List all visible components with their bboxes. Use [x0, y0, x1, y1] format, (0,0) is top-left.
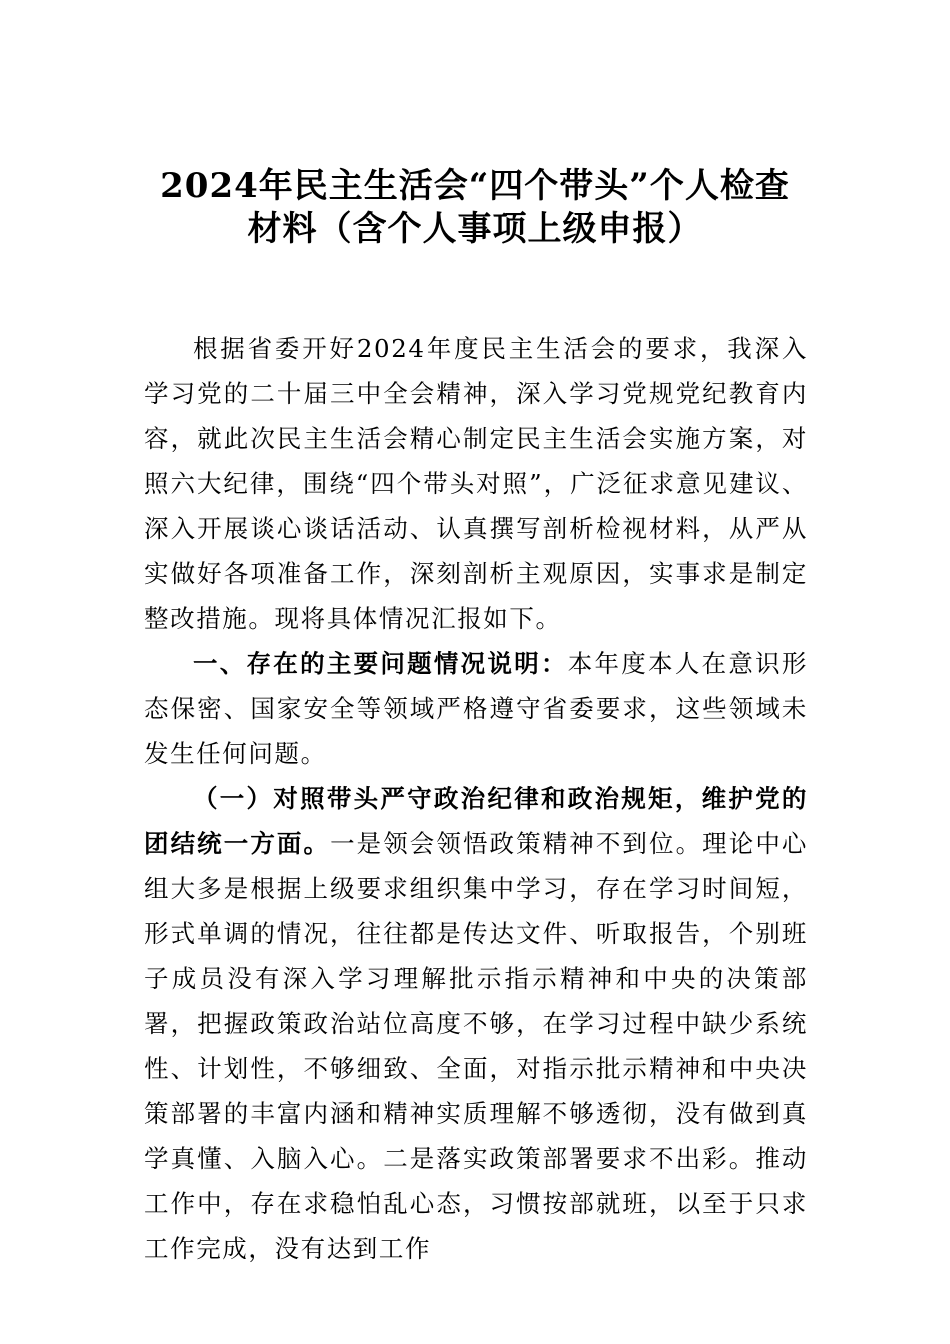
section-1-paragraph [144, 641, 808, 776]
section-1-heading: 一、存在的主要问题情况说明： [193, 649, 568, 678]
subsection-1-heading: （一）对照带头严守政治纪律和政治规矩，维护党的团结统一方面。 [144, 784, 808, 858]
document-title-line-2: 材料（含个人事项上级申报） [247, 209, 703, 249]
document-body [144, 326, 808, 1271]
subsection-1-text: 一是领会领悟政策精神不到位。理论中心组大多是根据上级要求组织集中学习，存在学习时间短，形式单调的情况，往往都是传达文件、听取报告，个别班子成员没有深入学习理解批示指示精神和中央的决策部署，把握政策政治站位高度不够，在学习过程中缺少系统性、计划性，不够细致、全面，对指示批示精神和中央决策部署的丰富内涵和精神实质理解不够透彻，没有做到真学真懂、入脑入心。二是落实政策部署要求不出彩。推动工作中，存在求稳怕乱心态，习惯按部就班，以至于只求工作完成，没有达到工作 [144, 829, 808, 1263]
section-1-text: 本年度本人在意识形态保密、国家安全等领域严格遵守省委要求，这些领域未发生任何问题。 [144, 649, 808, 768]
intro-paragraph: 根据省委开好2024年度民主生活会的要求，我深入学习党的二十届三中全会精神，深入学习党规党纪教育内容，就此次民主生活会精心制定民主生活会实施方案，对照六大纪律，围绕“四个带头对照”，广泛征求意见建议、深入开展谈心谈话活动、认真撰写剖析检视材料，从严从实做好各项准备工作，深刻剖析主观原因，实事求是制定整改措施。现将具体情况汇报如下。 [144, 334, 808, 633]
document-title-line-1: 2024年民主生活会“四个带头”个人检查 [160, 166, 790, 206]
subsection-1-paragraph [144, 776, 808, 1271]
